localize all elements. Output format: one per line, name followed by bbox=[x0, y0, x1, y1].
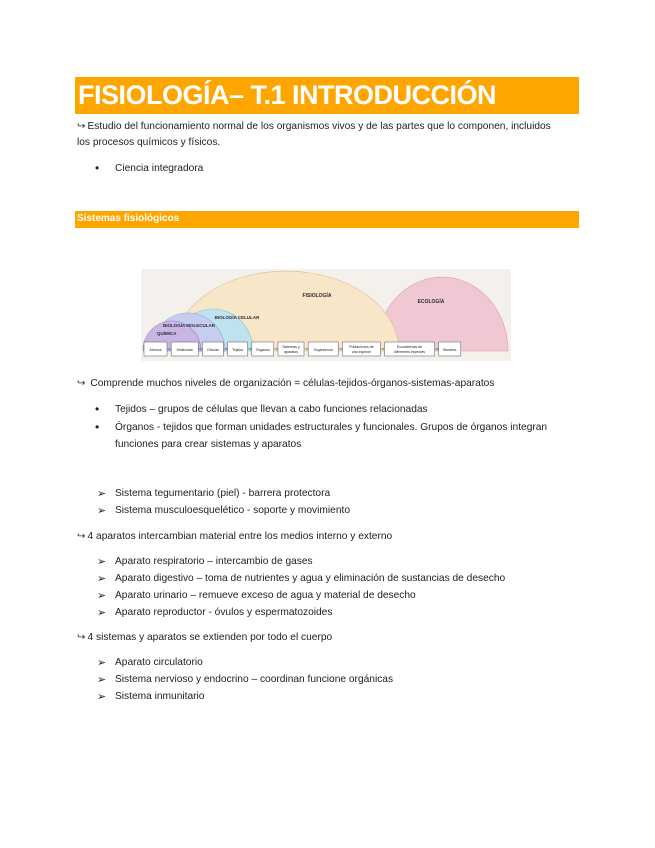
level-box-label: Células bbox=[206, 348, 219, 352]
arrow-icon: ↪ bbox=[77, 531, 86, 542]
organization-levels-diagram bbox=[141, 269, 511, 361]
level-boxes bbox=[144, 342, 461, 356]
section-title: Sistemas fisiológicos bbox=[77, 213, 180, 224]
level-box-label: Poblaciones de bbox=[349, 345, 374, 349]
levels-bullet-2-line-2: funciones para crear sistemas y aparatos bbox=[115, 439, 302, 450]
chevron-icon: ➢ bbox=[97, 691, 107, 703]
exchange-heading bbox=[77, 528, 392, 545]
exchange-item: Aparato respiratorio – intercambio de gases bbox=[115, 556, 313, 567]
whole-body-heading bbox=[77, 629, 332, 646]
chevron-icon: ➢ bbox=[97, 488, 107, 500]
bullet-icon: • bbox=[95, 161, 100, 175]
section-bar bbox=[75, 211, 579, 228]
chevron-icon: ➢ bbox=[97, 607, 107, 619]
level-box-label: diferentes especies bbox=[394, 350, 426, 354]
bullet-icon: • bbox=[95, 420, 100, 434]
arrow-icon: ↪ bbox=[77, 121, 86, 132]
whole-body-item: Aparato circulatorio bbox=[115, 657, 203, 668]
exchange-item: Aparato digestivo – toma de nutrientes y agua y eliminación de sustancias de desecho bbox=[115, 573, 506, 584]
quimica-label: QUÍMICA bbox=[157, 331, 177, 336]
levels-summary-text: Comprende muchos niveles de organización = células-tejidos-órganos-sistemas-aparatos bbox=[90, 378, 495, 389]
chevron-icon: ➢ bbox=[97, 590, 107, 602]
level-box-label: Ecosistemas de bbox=[396, 345, 423, 349]
ecologia-label: ECOLOGÍA bbox=[417, 299, 445, 305]
title-bar bbox=[75, 77, 579, 114]
level-box-label: Organismos bbox=[313, 348, 333, 352]
intro-text-1: Estudio del funcionamiento normal de los organismos vivos y de las partes que lo componen, incluidos bbox=[87, 121, 551, 132]
chevron-icon: ➢ bbox=[97, 657, 107, 669]
arrow-icon: ↪ bbox=[77, 632, 86, 643]
chevron-icon: ➢ bbox=[97, 556, 107, 568]
intro-line-2: los procesos químicos y físicos. bbox=[77, 137, 221, 148]
system-item: Sistema musculoesquelético - soporte y movimiento bbox=[115, 505, 350, 516]
level-box-label: Moléculas bbox=[176, 348, 193, 352]
exchange-heading-text: 4 aparatos intercambian material entre los medios interno y externo bbox=[87, 531, 393, 542]
level-box-label: Sistemas y bbox=[282, 345, 300, 349]
levels-bullet-2-line-1: Órganos - tejidos que forman unidades estructurales y funcionales. Grupos de órganos integran bbox=[115, 422, 548, 433]
biologia-molecular-label: BIOLOGÍA MOLECULAR bbox=[162, 323, 216, 328]
levels-bullet-1: Tejidos – grupos de células que llevan a cabo funciones relacionadas bbox=[115, 404, 428, 415]
whole-body-heading-text: 4 sistemas y aparatos se extienden por todo el cuerpo bbox=[87, 632, 333, 643]
chevron-icon: ➢ bbox=[97, 573, 107, 585]
level-box-label: una especie bbox=[351, 350, 372, 354]
intro-bullet-1: Ciencia integradora bbox=[115, 163, 204, 174]
chevron-icon: ➢ bbox=[97, 674, 107, 686]
fisiologia-label: FISIOLOGÍA bbox=[302, 293, 332, 299]
exchange-item: Aparato reproductor - óvulos y espermatozoides bbox=[115, 607, 333, 618]
bullet-icon: • bbox=[95, 402, 100, 416]
arrow-icon: ↪ bbox=[77, 378, 86, 389]
level-box-label: Tejidos bbox=[232, 348, 244, 352]
whole-body-item: Sistema nervioso y endocrino – coordinan funcione orgánicas bbox=[115, 674, 394, 685]
levels-summary bbox=[77, 375, 494, 392]
whole-body-item: Sistema inmunitario bbox=[115, 691, 205, 702]
chevron-icon: ➢ bbox=[97, 505, 107, 517]
level-box-label: Átomos bbox=[149, 348, 162, 352]
page-title: FISIOLOGÍA– T.1 INTRODUCCIÓN bbox=[78, 80, 497, 110]
level-box-label: Biosfera bbox=[443, 348, 457, 352]
exchange-item: Aparato urinario – remueve exceso de agua y material de desecho bbox=[115, 590, 416, 601]
intro-line-1 bbox=[77, 118, 551, 135]
level-box-label: aparatos bbox=[284, 350, 298, 354]
system-item: Sistema tegumentario (piel) - barrera protectora bbox=[115, 488, 331, 499]
biologia-celular-label: BIOLOGÍA CELULAR bbox=[214, 315, 260, 320]
level-box-label: Órganos bbox=[255, 348, 270, 352]
